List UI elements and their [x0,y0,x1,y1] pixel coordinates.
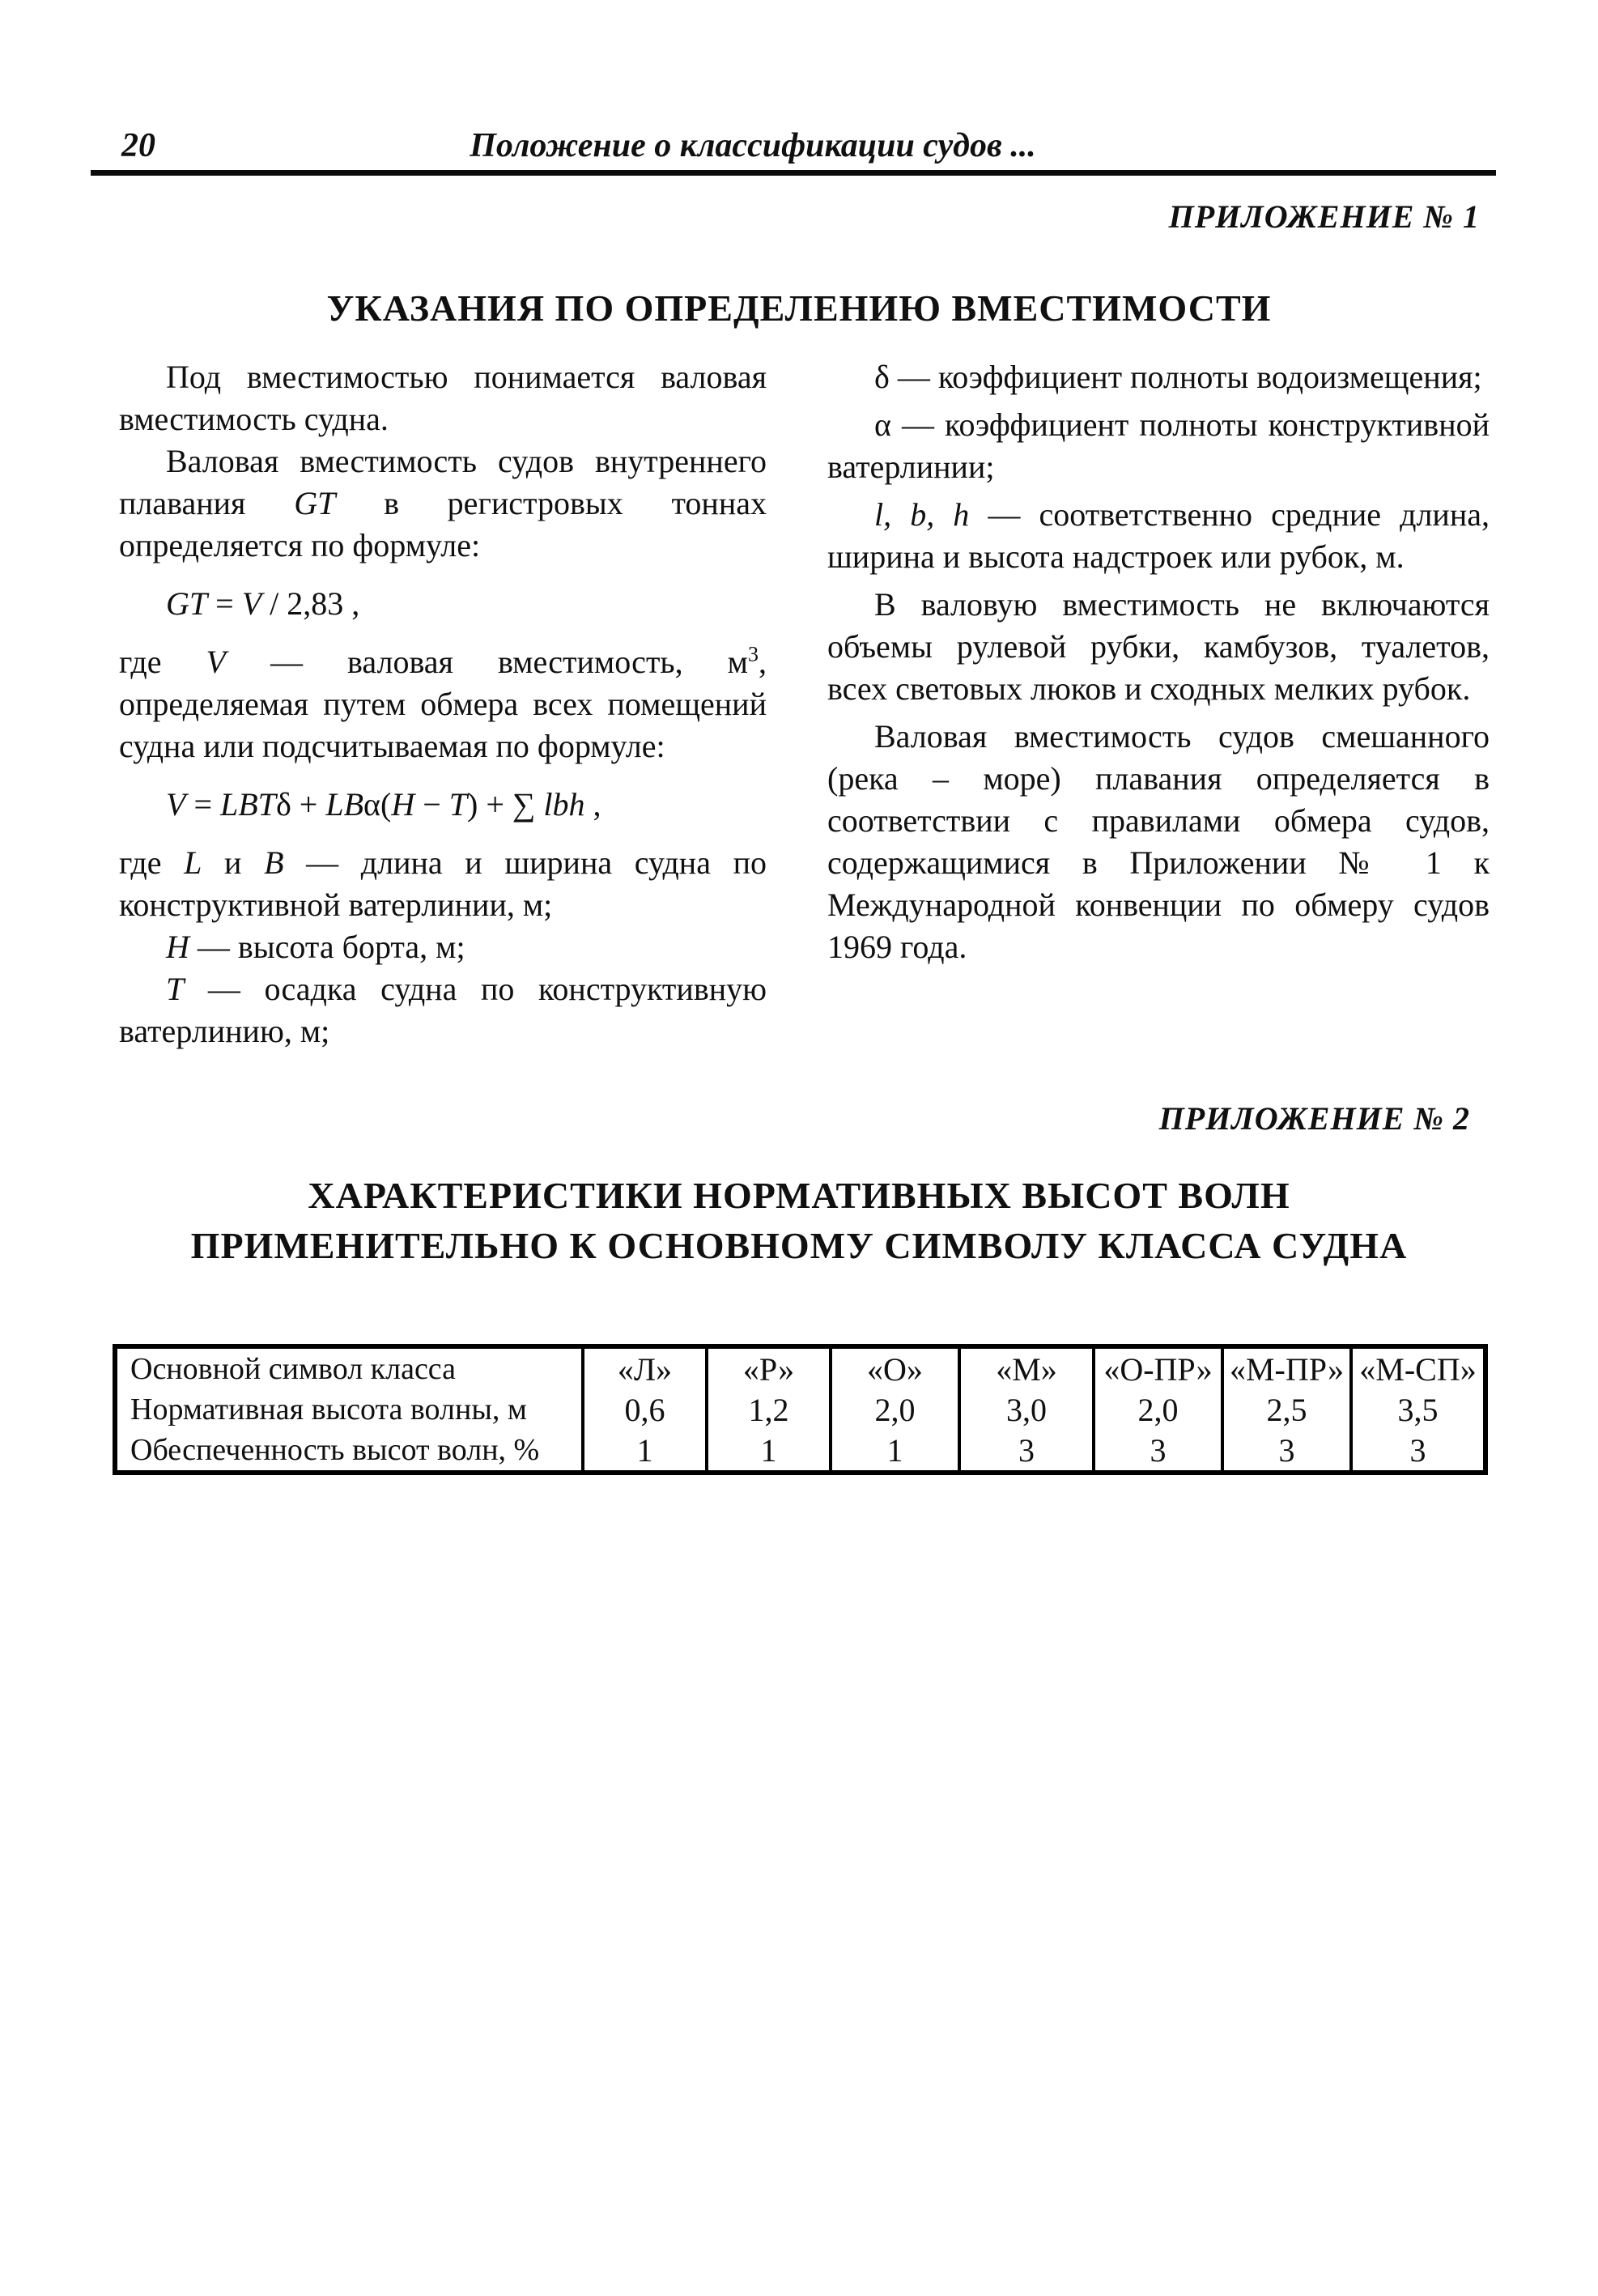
table-cell: 0,6 [583,1389,707,1430]
table-cell: 3,0 [959,1389,1094,1430]
table-cell: 3 [1222,1430,1351,1473]
table-cell: «Р» [707,1346,831,1389]
appendix2-label: ПРИЛОЖЕНИЕ № 2 [1158,1100,1470,1137]
body-columns [119,356,1490,1052]
paragraph: Валовая вместимость судов смешанного (река – море) плавания определяется в соответствии с правилами обмера судов, содержащимися в Приложении № 1 к Международной конвенции по обмеру судов 1969 года. [827,718,1490,965]
table-cell: 3 [1094,1430,1222,1473]
header-rule [91,170,1496,176]
paragraph: Валовая вместимость судов внутреннего плавания GT в регистровых тоннах определяется по формуле: [119,443,767,563]
page-number: 20 [121,127,155,164]
appendix1-label: ПРИЛОЖЕНИЕ № 1 [1168,198,1480,235]
table-row [115,1389,1485,1430]
wave-height-table [113,1344,1488,1475]
paragraph: где V — валовая вместимость, $м^3$, определяемая путем обмера всех помещений судна или подсчитываемая по формуле: [119,642,767,764]
table-cell: 1 [707,1430,831,1473]
table-cell: «О» [831,1346,959,1389]
paragraph: Под вместимостью понимается валовая вместимость судна. [119,359,767,437]
left-column [119,356,767,1052]
paragraph: В валовую вместимость не включаются объемы рулевой рубки, камбузов, туалетов, всех световых люков и сходных мелких рубок. [827,586,1490,707]
paragraph: l, b, h — соответственно средние длина, ширина и высота надстроек или рубок, м. [827,496,1490,575]
appendix1-title: УКАЗАНИЯ ПО ОПРЕДЕЛЕНИЮ ВМЕСТИМОСТИ [326,287,1272,329]
paragraph: H — высота борта, м; [166,929,465,965]
table-cell: 3,5 [1351,1389,1485,1430]
table-cell: «М-СП» [1351,1346,1485,1389]
table-cell: 2,5 [1222,1389,1351,1430]
table-cell: 1 [583,1430,707,1473]
table-cell: «М-ПР» [1222,1346,1351,1389]
paragraph: α — коэффициент полноты конструктивной ватерлинии; [827,406,1490,485]
table-cell: 3 [959,1430,1094,1473]
table-cell: Основной символ класса [130,1352,457,1386]
formula-gross-tonnage: GT = V / 2,83 , [166,585,360,622]
table-cell: 2,0 [1094,1389,1222,1430]
table-cell: «Л» [583,1346,707,1389]
formula-volume: V = LBTδ + LBα(H − T) + ∑ lbh , [166,786,601,823]
table-row [115,1346,1485,1389]
appendix2-title-line1: ХАРАКТЕРИСТИКИ НОРМАТИВНЫХ ВЫСОТ ВОЛН [308,1175,1290,1216]
table-cell: «О-ПР» [1094,1346,1222,1389]
table-cell: Нормативная высота волны, м [130,1392,527,1426]
table-cell: «М» [959,1346,1094,1389]
appendix2-title-line2: ПРИМЕНИТЕЛЬНО К ОСНОВНОМУ СИМВОЛУ КЛАССА СУДНА [190,1225,1408,1266]
appendix2-title [0,1171,1598,1271]
paragraph: T — осадка судна по конструктивную ватерлинию, м; [119,971,767,1049]
table-cell: 1,2 [707,1389,831,1430]
paragraph: где L и B — длина и ширина судна по конструктивной ватерлинии, м; [119,844,767,923]
table-cell: 3 [1351,1430,1485,1473]
running-title: Положение о классификации судов ... [470,127,1036,164]
right-column [827,356,1490,1052]
table-cell: 1 [831,1430,959,1473]
table-cell: Обеспеченность высот волн, % [130,1433,540,1467]
table-row [115,1430,1485,1473]
table-cell: 2,0 [831,1389,959,1430]
paragraph: δ — коэффициент полноты водоизмещения; [874,359,1482,395]
